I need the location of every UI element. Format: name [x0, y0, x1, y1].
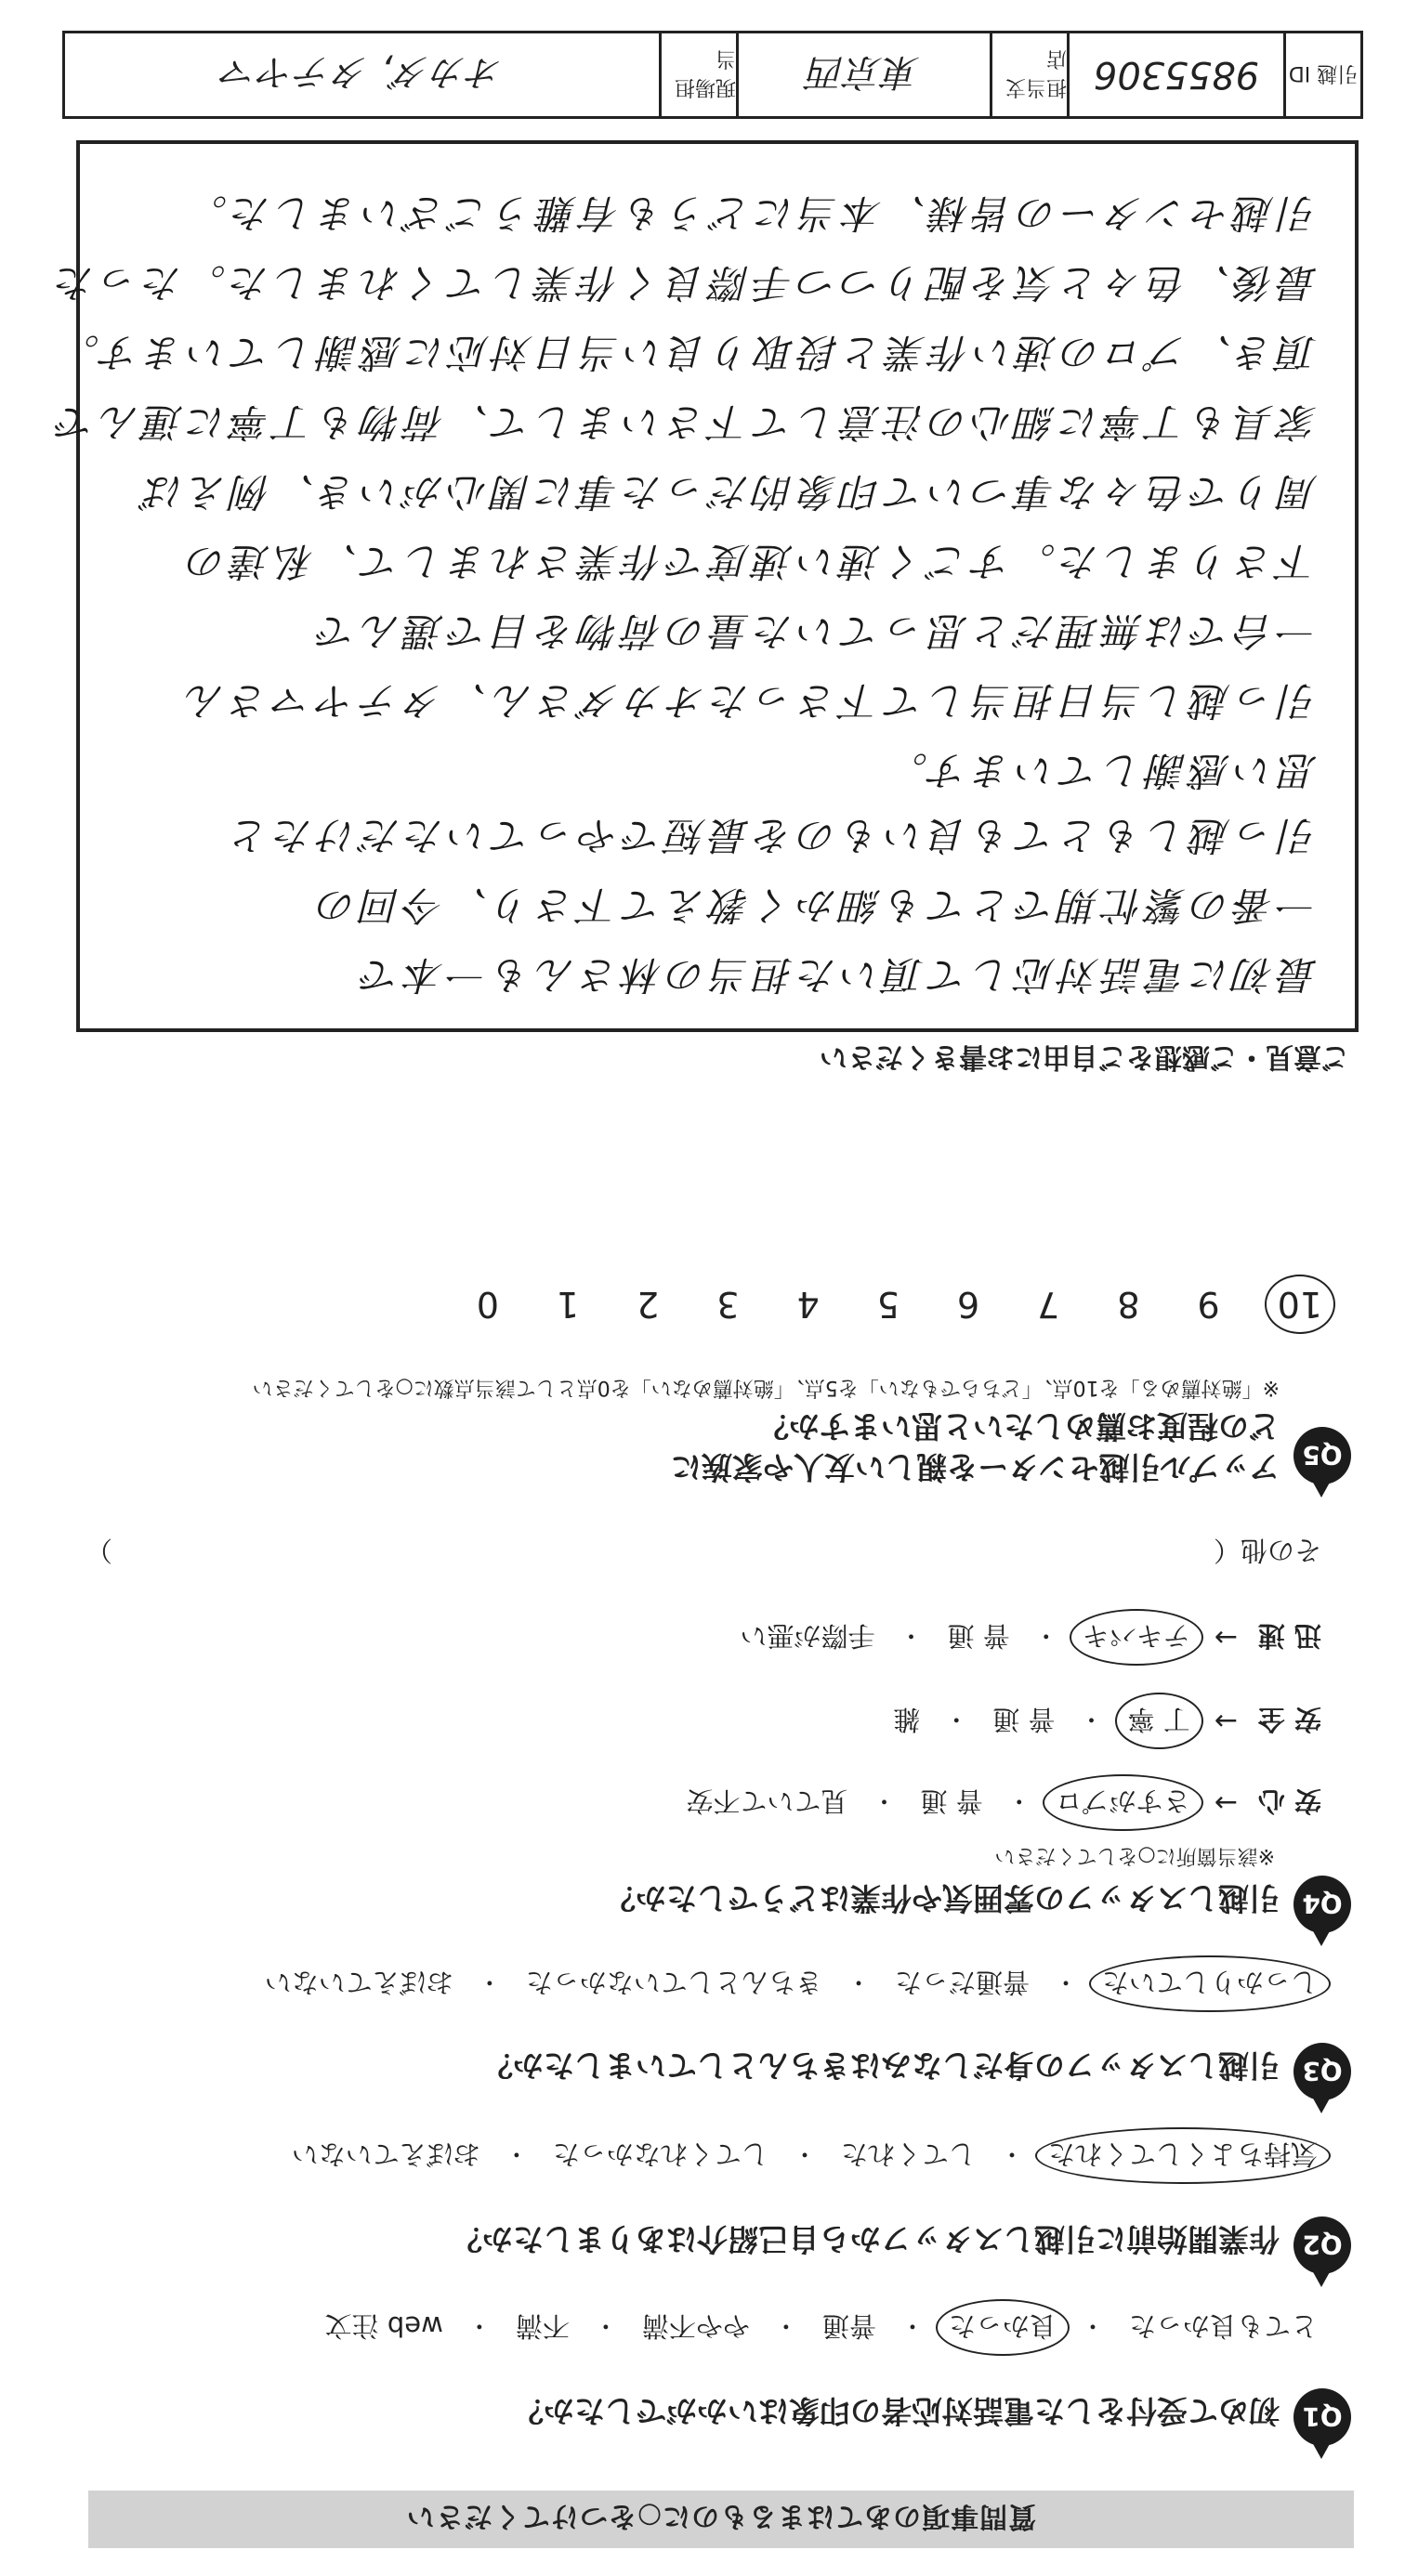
q3-option[interactable]: 普通だった — [894, 1967, 1030, 1998]
q2-option[interactable]: してくれなかった — [552, 2138, 768, 2170]
separator: ・ — [846, 1968, 871, 1995]
separator: ・ — [872, 1786, 897, 1814]
q4-option[interactable]: 見ていて不安 — [686, 1785, 848, 1817]
q4-question: 引越しスタッフの雰囲気や作業はどうでしたか？ — [605, 1880, 1280, 1916]
q4-other-label: その他（ — [1213, 1535, 1321, 1566]
q4-note: ※該当箇所に○をしてください — [994, 1844, 1275, 1867]
q3-question: 引越しスタッフの身だしなみはきちんとしていましたか？ — [482, 2047, 1280, 2084]
score-option[interactable]: 3 — [716, 1284, 740, 1325]
separator: ・ — [773, 2311, 798, 2339]
separator: ・ — [1053, 1968, 1078, 1995]
q1-option-selected[interactable]: 良かった — [945, 2307, 1060, 2348]
separator: ・ — [899, 1621, 924, 1649]
q2-question: 作業開始前に引越しスタッフから自己紹介はありましたか？ — [452, 2221, 1280, 2257]
q4-other-close: ） — [85, 1535, 113, 1566]
comment-line: 引越センターの皆様、本当にどうも有難うございました。 — [183, 190, 1318, 236]
q2-badge-label: Q2 — [1302, 2229, 1343, 2261]
q4-row-label: 安 心 — [1257, 1785, 1321, 1817]
arrow-icon: → — [1214, 1705, 1238, 1737]
q4-row-anshin — [682, 1782, 1321, 1824]
score-option-selected[interactable]: 10 — [1274, 1282, 1326, 1327]
q4-badge — [1293, 1876, 1351, 1933]
q5-question-line2: どの程度お薦めしたいと思いますか？ — [758, 1408, 1280, 1445]
comment-line: 家具も丁寧に細心の注意して下さいまして、荷物も丁寧に運んで — [51, 399, 1318, 445]
q4-other-row — [85, 1533, 1321, 1571]
q1-option[interactable]: web 注文 — [324, 2310, 443, 2342]
arrow-icon: → — [1214, 1786, 1238, 1819]
q1-options — [322, 2307, 1321, 2348]
separator: ・ — [593, 2311, 618, 2339]
comment-line: 最初に電話対応して頂いた担当の林さんも一本で — [356, 952, 1318, 998]
comments-heading: ご意見・ご感想をご自由にお書きください — [820, 1040, 1349, 1073]
q4-option[interactable]: 手際が悪い — [740, 1620, 875, 1652]
score-option[interactable]: 1 — [556, 1284, 580, 1325]
q2-option[interactable]: してくれた — [840, 2138, 976, 2170]
score-option[interactable]: 7 — [1037, 1284, 1060, 1325]
q4-row-label: 安 全 — [1257, 1704, 1321, 1735]
score-option[interactable]: 2 — [637, 1284, 660, 1325]
separator: ・ — [1079, 1705, 1104, 1733]
id-label: 引越 ID — [1283, 33, 1360, 116]
arrow-icon: → — [1214, 1621, 1238, 1654]
q2-option[interactable]: おぼえていない — [291, 2138, 480, 2170]
comment-line: 一番の繁忙期でとても細かく教えて下さり、今回の — [312, 883, 1318, 928]
separator: ・ — [944, 1705, 969, 1733]
survey-instruction-bar — [88, 2491, 1354, 2548]
score-option[interactable]: 0 — [476, 1284, 499, 1325]
score-option[interactable]: 5 — [876, 1284, 899, 1325]
id-value: 9855306 — [1067, 33, 1283, 116]
comment-line: 周りで色々な事ついて印象的だった事に関心がいき、例えば — [139, 469, 1318, 515]
staff-value: オカダ, タテヤマ — [220, 50, 504, 93]
q4-row-label: 迅 速 — [1257, 1620, 1321, 1652]
separator: ・ — [477, 1968, 502, 1995]
q2-badge — [1293, 2216, 1351, 2274]
q1-question: 初めて受付をした電話対応者の印象はいかがでしたか？ — [513, 2393, 1280, 2429]
staff-label: 現場担当 — [659, 33, 736, 116]
comment-line: 頂き、プロの速い作業と段取り良い当日対応に感謝しています。 — [56, 330, 1318, 375]
comment-line: 最後、色々と気を配りつつ手際良く作業してくれました。たった — [50, 260, 1318, 306]
q2-options — [288, 2135, 1321, 2177]
separator: ・ — [999, 2139, 1024, 2167]
q4-option[interactable]: 雑 — [893, 1704, 921, 1735]
q4-row-jinsoku — [736, 1616, 1321, 1658]
separator: ・ — [899, 2311, 925, 2339]
separator: ・ — [1080, 2311, 1105, 2339]
q1-option[interactable]: 不満 — [515, 2310, 570, 2342]
q3-option-selected[interactable]: しっかりしていた — [1098, 1963, 1321, 2005]
score-option[interactable]: 6 — [956, 1284, 980, 1325]
q5-badge — [1293, 1427, 1351, 1484]
q1-badge — [1293, 2388, 1351, 2446]
comment-line: 引っ越しもとても良いものを最短でやっていただけたと — [225, 813, 1318, 858]
q1-option[interactable]: やや不満 — [641, 2310, 750, 2342]
q2-option-selected[interactable]: 気持ちよくしてくれた — [1044, 2135, 1321, 2177]
comment-line: 一台では無理だと思っていた量の荷物を目で選んで — [312, 608, 1318, 654]
q1-option[interactable]: 普通 — [821, 2310, 876, 2342]
comment-line: 下さりました。すごく速い速度で作業されまして、私達の — [182, 539, 1318, 584]
score-option[interactable]: 9 — [1197, 1284, 1220, 1325]
q1-option[interactable]: とても良かった — [1128, 2310, 1318, 2342]
q4-option[interactable]: 普 通 — [947, 1620, 1010, 1652]
score-option[interactable]: 8 — [1117, 1284, 1140, 1325]
q4-option[interactable]: 普 通 — [920, 1785, 983, 1817]
q5-badge-label: Q5 — [1302, 1440, 1343, 1471]
separator: ・ — [792, 2139, 817, 2167]
q5-score-scale — [473, 1282, 1326, 1327]
q3-option[interactable]: おぼえていない — [264, 1967, 453, 1998]
q4-row-anzen — [889, 1700, 1321, 1742]
q3-badge — [1293, 2043, 1351, 2100]
comment-line: 思い感謝しています。 — [884, 748, 1318, 793]
separator: ・ — [1033, 1621, 1058, 1649]
q4-option[interactable]: 普 通 — [992, 1704, 1056, 1735]
score-option[interactable]: 4 — [796, 1284, 820, 1325]
branch-value: 東京西 — [736, 33, 990, 116]
q3-option[interactable]: きちんとしていなかった — [525, 1967, 822, 1998]
q4-option-selected[interactable]: さすがプロ — [1052, 1782, 1194, 1824]
separator: ・ — [466, 2311, 492, 2339]
q4-option-selected[interactable]: 丁 寧 — [1124, 1700, 1194, 1742]
q5-note: ※「絶対薦める」を10点、「どちらでもない」を5点、「絶対薦めない」を0点として該当点数に○をしてください — [252, 1376, 1280, 1399]
q1-badge-label: Q1 — [1302, 2401, 1343, 2433]
instruction-text: 質問事項のあてはまるものに○をつけてください — [405, 2500, 1037, 2532]
separator: ・ — [504, 2139, 529, 2167]
q3-options — [261, 1963, 1321, 2005]
separator: ・ — [1006, 1786, 1031, 1814]
q4-badge-label: Q4 — [1302, 1889, 1343, 1920]
branch-label: 担当支店 — [990, 33, 1067, 116]
q4-option-selected[interactable]: テキパキ — [1079, 1616, 1194, 1658]
comment-line: 引っ越し当日担当して下さったオカダさん、タテヤマさん — [180, 678, 1318, 724]
office-use-box — [62, 31, 1363, 119]
q3-badge-label: Q3 — [1302, 2056, 1343, 2087]
q5-question-line1: アップル引越センターを親しい友人や家族に — [670, 1449, 1280, 1485]
comments-box[interactable] — [50, 140, 1359, 1032]
